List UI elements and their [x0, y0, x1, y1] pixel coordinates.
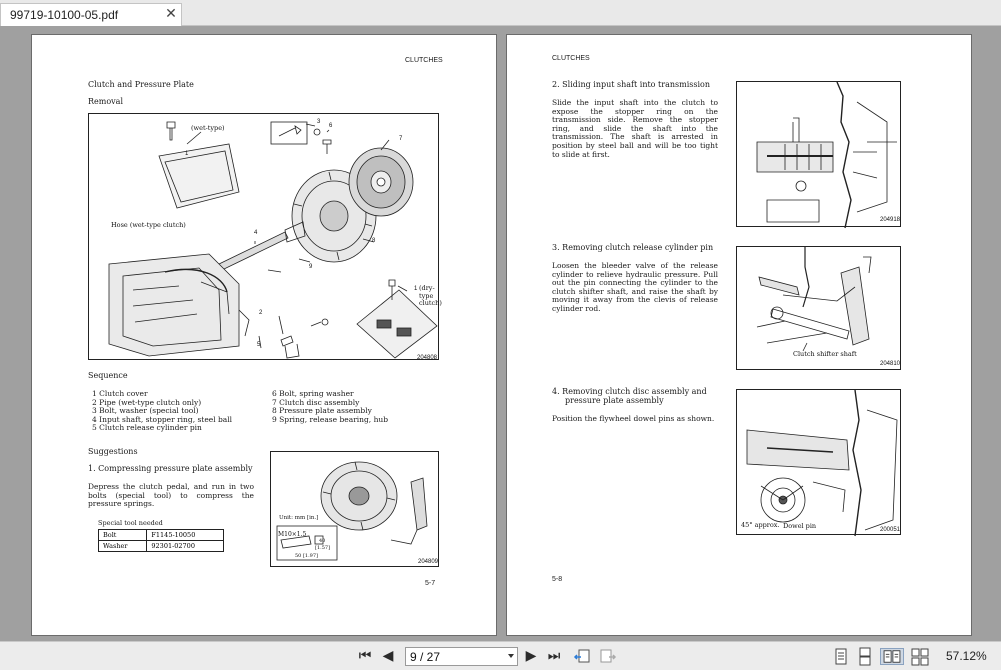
table-row: [99, 530, 224, 541]
label-shifter-shaft: Clutch shifter shaft: [793, 350, 857, 358]
step-text: Loosen the bleeder valve of the release cylinder to relieve hydraulic pressure. Pull out the pin connecting the cylinder to the clutch shifter shaft, and raise the shaft by moving it away from the clevis of release cylinder rod.: [552, 261, 718, 313]
special-tool-caption: Special tool needed: [98, 519, 163, 527]
sequence-item: 9 Spring, release bearing, hub: [272, 414, 389, 424]
continuous-page-icon[interactable]: [857, 648, 873, 665]
tab-bar: [0, 0, 1001, 26]
compression-figure: [270, 451, 439, 567]
dim-label: [1.57]: [315, 545, 331, 551]
figure-id: 204810: [880, 361, 901, 367]
suggestions-heading: Suggestions: [88, 447, 138, 456]
sequence-item: 7 Clutch disc assembly: [272, 397, 360, 407]
input-shaft-drawing: [737, 82, 902, 228]
document-viewer[interactable]: [0, 26, 1001, 641]
sequence-item: 4 Input shaft, stopper ring, steel ball: [92, 414, 233, 424]
last-page-button[interactable]: ⏭: [547, 648, 561, 664]
callout: 9: [309, 264, 313, 270]
callout: 8: [372, 238, 376, 244]
step-heading: 3. Removing clutch release cylinder pin: [552, 243, 714, 252]
tab-title: 99719-10100-05.pdf: [10, 8, 119, 22]
release-cylinder-figure: [736, 246, 901, 370]
zoom-level[interactable]: 57.12%: [946, 649, 987, 663]
callout: 4: [254, 230, 258, 236]
page-indicator: 9 / 27: [410, 650, 441, 664]
page-selector[interactable]: [405, 647, 518, 666]
label-angle: 45° approx.: [741, 521, 780, 529]
table-cell: Washer: [99, 541, 147, 552]
next-page-button[interactable]: ▶: [525, 648, 537, 664]
navigation-toolbar: [0, 641, 1001, 670]
thread-label: M10×1.5: [278, 531, 307, 538]
callout: 1: [185, 151, 189, 157]
page-header: CLUTCHES: [405, 57, 443, 64]
step-heading: 2. Sliding input shaft into transmission: [552, 80, 710, 89]
facing-pages-icon[interactable]: [880, 648, 904, 665]
dim-label: 40: [319, 538, 326, 544]
dim-label: 50 [1.97]: [295, 553, 318, 559]
sequence-item: 8 Pressure plate assembly: [272, 406, 372, 415]
sequence-item: 5 Clutch release cylinder pin: [92, 423, 202, 432]
sequence-item: 1 Clutch cover: [92, 389, 148, 398]
callout: 6: [329, 123, 333, 129]
callout: 5: [257, 342, 261, 348]
label-hose: Hose (wet-type clutch): [111, 221, 186, 229]
callout: 2: [259, 310, 263, 316]
figure-id: 200051: [880, 527, 901, 533]
section-subtitle: Removal: [88, 97, 124, 106]
sequence-heading: Sequence: [88, 371, 128, 380]
figure-id: 204808: [417, 355, 438, 361]
figure-id: 204918: [880, 217, 901, 223]
step-heading: 4. Removing clutch disc assembly and: [552, 387, 707, 396]
callout: 3: [317, 119, 321, 125]
label-dowel-pin: Dowel pin: [783, 522, 817, 530]
go-forward-view-icon[interactable]: [597, 648, 617, 665]
first-page-button[interactable]: ⏮: [358, 648, 372, 664]
exploded-view-drawing: [89, 114, 440, 361]
sequence-item: 3 Bolt, washer (special tool): [92, 406, 199, 415]
label-dry-type: (dry-type clutch): [419, 284, 442, 307]
figure-id: 204809: [418, 559, 439, 565]
document-tab[interactable]: [0, 3, 182, 26]
section-title: Clutch and Pressure Plate: [88, 80, 194, 89]
unit-label: Unit: mm [in.]: [279, 515, 319, 521]
dowel-pin-figure: [736, 389, 901, 535]
exploded-view-figure: [88, 113, 442, 361]
input-shaft-figure: [736, 81, 901, 227]
close-icon[interactable]: ✕: [165, 6, 177, 22]
table-cell: 92301-02700: [147, 541, 224, 552]
special-tool-table: [98, 529, 224, 552]
compression-drawing: [271, 452, 440, 568]
label-wet-type: (wet-type): [191, 124, 225, 132]
callout: 1: [414, 286, 418, 292]
step-heading: pressure plate assembly: [565, 396, 664, 405]
facing-continuous-icon[interactable]: [910, 648, 930, 665]
page-number: 5-7: [425, 580, 436, 587]
page-5-8: [506, 34, 972, 636]
dowel-pin-drawing: [737, 390, 902, 536]
page-header: CLUTCHES: [552, 55, 590, 62]
step-text: Depress the clutch pedal, and run in two bolts (special tool) to compress the pressure springs.: [88, 482, 254, 509]
sequence-item: 6 Bolt, spring washer: [272, 389, 354, 398]
table-row: [99, 541, 224, 552]
sequence-item: 2 Pipe (wet-type clutch only): [92, 397, 202, 407]
table-cell: F1145-10050: [147, 530, 224, 541]
chevron-down-icon[interactable]: [508, 654, 514, 658]
step-text: Position the flywheel dowel pins as shown.: [552, 414, 715, 423]
callout: 7: [399, 136, 403, 142]
previous-page-button[interactable]: ◀: [382, 648, 394, 664]
page-5-7: [31, 34, 497, 636]
single-page-icon[interactable]: [833, 648, 849, 665]
go-back-view-icon[interactable]: [573, 648, 593, 665]
step-heading: 1. Compressing pressure plate assembly: [88, 464, 253, 473]
table-cell: Bolt: [99, 530, 147, 541]
page-number: 5-8: [552, 576, 563, 583]
step-text: Slide the input shaft into the clutch to expose the stopper ring on the transmission side. Remove the stopper ring, and slide the shaft into the transmission. The shaft is arrested in position by steel ball and will be too tight to slide at first.: [552, 98, 718, 159]
